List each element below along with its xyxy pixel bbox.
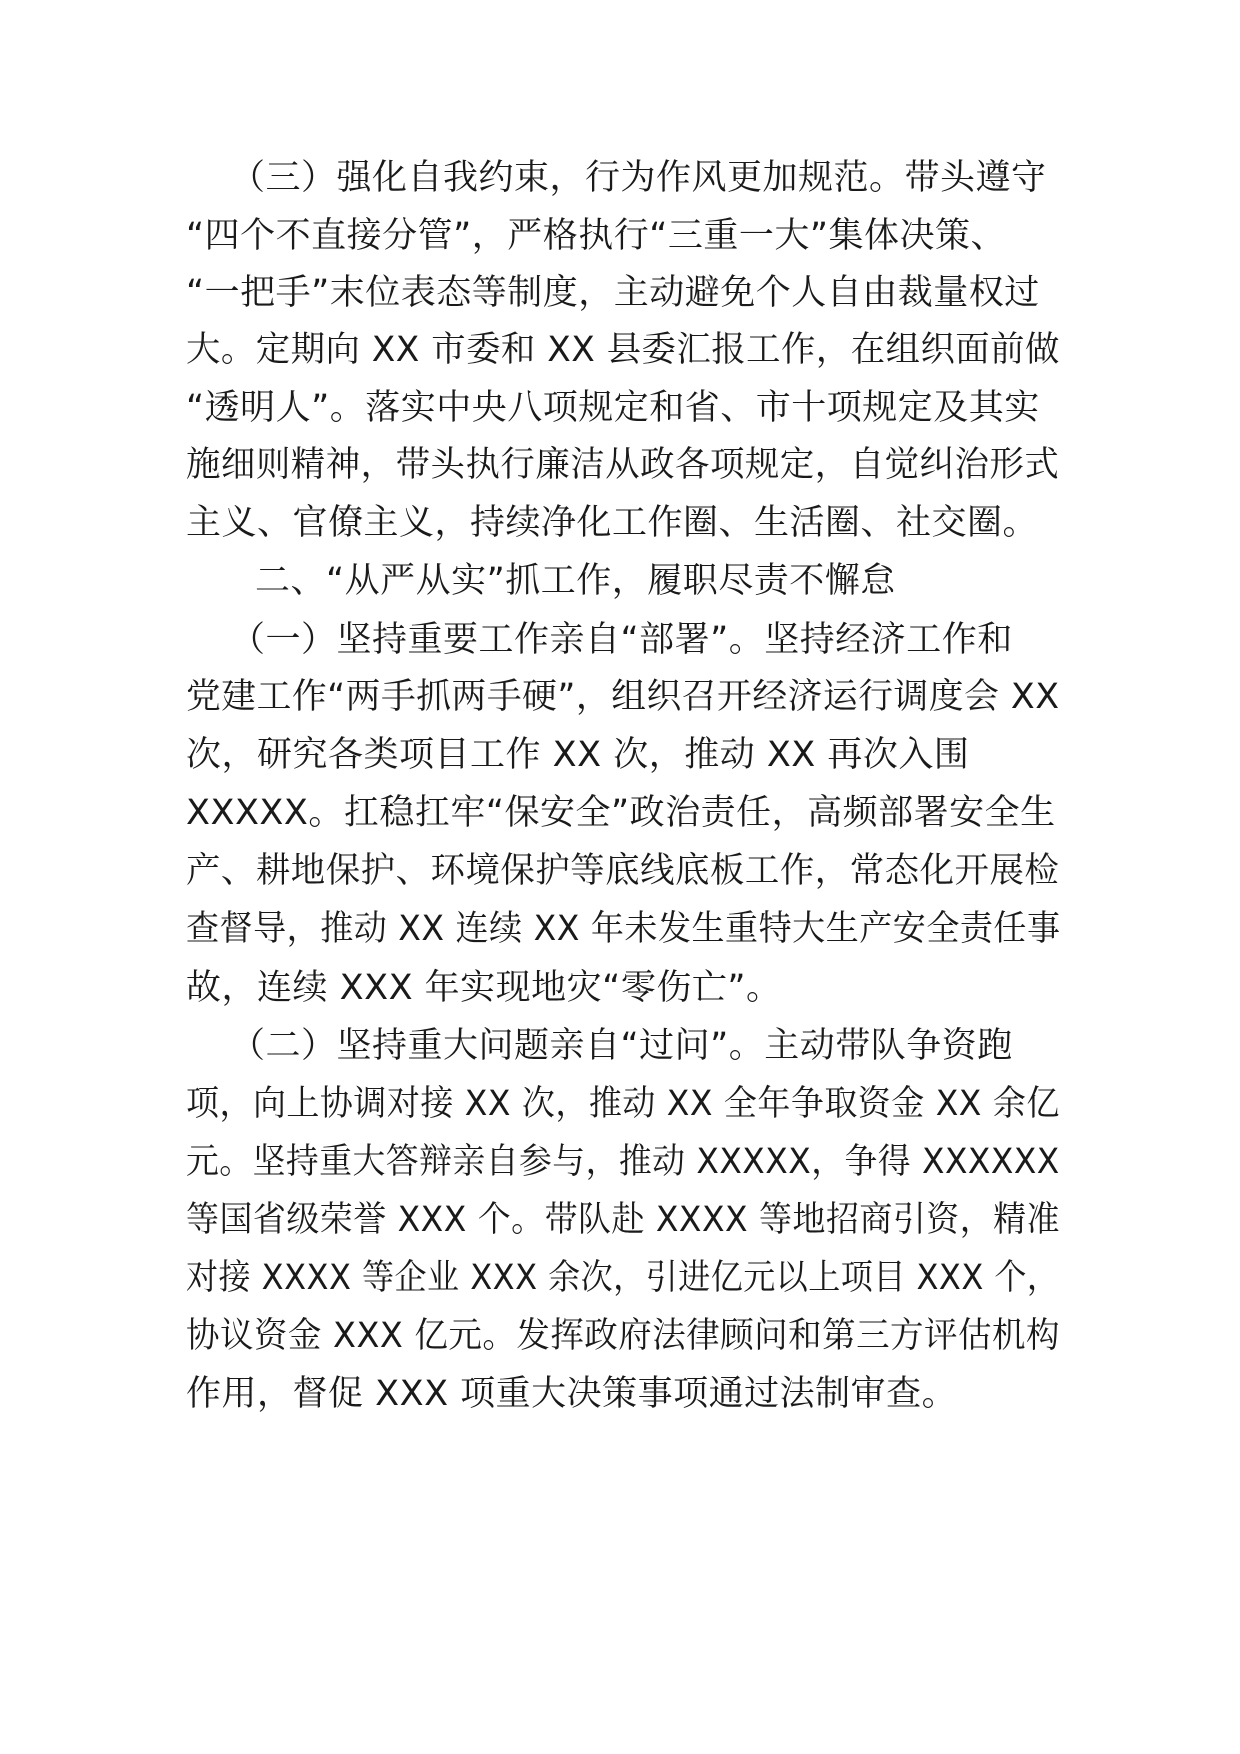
- text-line: 主义、官僚主义，持续净化工作圈、生活圈、社交圈。: [186, 503, 1039, 543]
- text-line: 对接 XXXX 等企业 XXX 余次，引进亿元以上项目 XXX 个，: [186, 1258, 1060, 1298]
- text-line: 元。坚持重大答辩亲自参与，推动 XXXXX，争得 XXXXXX: [186, 1142, 1060, 1182]
- text-line: “四个不直接分管”，严格执行“三重一大”集体决策、: [186, 216, 1007, 256]
- text-line: 大。定期向 XX 市委和 XX 县委汇报工作，在组织面前做: [186, 330, 1060, 370]
- text-line: 次，研究各类项目工作 XX 次，推动 XX 再次入围: [186, 735, 970, 775]
- text-line: （一）坚持重要工作亲自“部署”。坚持经济工作和: [230, 620, 1013, 660]
- text-line: “透明人”。落实中央八项规定和省、市十项规定及其实: [186, 388, 1040, 428]
- text-line: 故，连续 XXX 年实现地灾“零伤亡”。: [186, 968, 782, 1008]
- text-line: 查督导，推动 XX 连续 XX 年未发生重特大生产安全责任事: [186, 909, 1061, 949]
- text-line: 作用，督促 XXX 项重大决策事项通过法制审查。: [186, 1374, 958, 1414]
- text-line: （二）坚持重大问题亲自“过问”。主动带队争资跑: [230, 1026, 1013, 1066]
- text-line: “一把手”末位表态等制度，主动避免个人自由裁量权过: [186, 273, 1040, 313]
- section-heading: 二、“从严从实”抓工作，履职尽责不懈怠: [255, 561, 896, 601]
- text-line: 协议资金 XXX 亿元。发挥政府法律顾问和第三方评估机构: [186, 1316, 1060, 1356]
- text-line: 项，向上协调对接 XX 次，推动 XX 全年争取资金 XX 余亿: [186, 1084, 1060, 1124]
- text-line: 等国省级荣誉 XXX 个。带队赴 XXXX 等地招商引资，精准: [186, 1200, 1061, 1240]
- text-line: XXXXX。扛稳扛牢“保安全”政治责任，高频部署安全生: [186, 793, 1056, 833]
- text-line: 施细则精神，带头执行廉洁从政各项规定，自觉纠治形式: [186, 445, 1060, 485]
- text-line: 党建工作“两手抓两手硬”，组织召开经济运行调度会 XX: [186, 677, 1060, 717]
- text-line: （三）强化自我约束，行为作风更加规范。带头遵守: [230, 158, 1047, 198]
- text-line: 产、耕地保护、环境保护等底线底板工作，常态化开展检: [186, 851, 1060, 891]
